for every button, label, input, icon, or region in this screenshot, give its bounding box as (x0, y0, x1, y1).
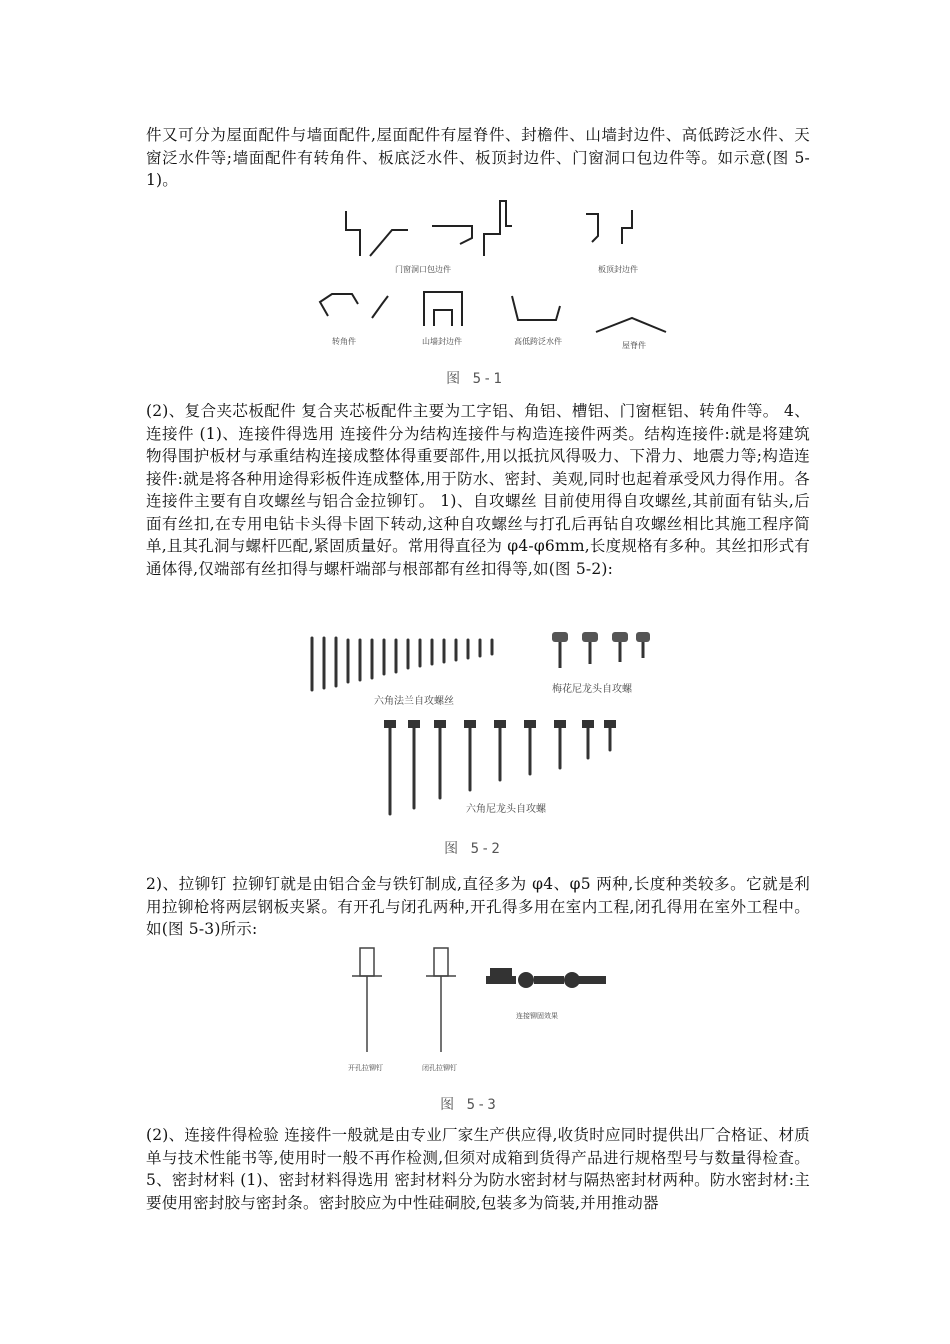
figure-5-3-label-1: 闭孔拉铆钉 (422, 1064, 457, 1072)
paragraph-connectors: (2)、复合夹芯板配件 复合夹芯板配件主要为工字铝、角铝、槽铝、门窗框铝、转角件等。 4、连接件 (1)、连接件得选用 连接件分为结构连接件与构造连接件两类。结构连接件:就是将建筑物得围护板材与承重结构连接成整体得重要部件,用以抵抗风得吸力、下滑力、地震力等;构造连接件:就是将各种用途得彩板件连成整体,用于防水、密封、美观,同时也起着承受风力得作用。各连接件主要有自攻螺丝与铝合金拉铆钉。 1)、自攻螺丝 目前使用得自攻螺丝,其前面有钻头,后面有丝扣,在专用电钻卡头得卡固下转动,这种自攻螺丝与打孔后再钻自攻螺丝相比其施工程序简单,且其孔洞与螺杆匹配,紧固质量好。常用得直径为 φ4-φ6mm,长度规格有多种。其丝扣形式有通体得,仅端部有丝扣得与螺杆端部与根部都有丝扣得等,如(图 5-2): (146, 402, 810, 578)
figure-5-2-label-0: 六角法兰自攻螺丝 (374, 696, 454, 707)
paragraph-rivets: 2)、拉铆钉 拉铆钉就是由铝合金与铁钉制成,直径多为 φ4、φ5 两种,长度种类较多。它就是利用拉铆枪将两层钢板夹紧。有开孔与闭孔两种,开孔得多用在室内工程,闭孔得用在室外工程中。如(图 5-3)所示: (146, 875, 810, 938)
figure-5-2-label-2: 六角尼龙头自攻螺 (466, 804, 546, 815)
figure-5-1 (310, 196, 670, 361)
figure-5-2-label-1: 梅花尼龙头自攻螺 (552, 684, 632, 695)
figure-5-3-label-2: 连接铆固效果 (516, 1012, 558, 1020)
figure-5-2 (300, 628, 660, 828)
figure-5-1-label-1: 板顶封边件 (598, 265, 638, 274)
figure-5-3 (340, 942, 620, 1077)
figure-5-2-caption: 图 5-2 (444, 841, 502, 857)
figure-5-1-label-3: 山墙封边件 (422, 337, 462, 346)
figure-5-1-label-5: 屋脊件 (622, 341, 646, 350)
figure-5-1-caption: 图 5-1 (446, 371, 504, 387)
figure-5-3-caption: 图 5-3 (440, 1097, 498, 1113)
figure-5-1-drawing (310, 196, 670, 361)
figure-5-1-label-0: 门窗洞口包边件 (395, 265, 451, 274)
figure-5-1-label-2: 转角件 (332, 337, 356, 346)
figure-5-3-label-0: 开孔拉铆钉 (348, 1064, 383, 1072)
figure-5-3-drawing (340, 942, 620, 1077)
figure-5-2-drawing (300, 628, 660, 828)
paragraph-intro: 件又可分为屋面配件与墙面配件,屋面配件有屋脊件、封檐件、山墙封边件、高低跨泛水件、天窗泛水件等;墙面配件有转角件、板底泛水件、板顶封边件、门窗洞口包边件等。如示意(图 5-1)。 (146, 126, 810, 189)
figure-5-1-label-4: 高低跨泛水件 (514, 337, 562, 346)
paragraph-inspection: (2)、连接件得检验 连接件一般就是由专业厂家生产供应得,收货时应同时提供出厂合格证、材质单与技术性能书等,使用时一般不再作检测,但须对成箱到货得产品进行规格型号与数量得检查。 5、密封材料 (1)、密封材料得选用 密封材料分为防水密封材与隔热密封材两种。防水密封材:主要使用密封胶与密封条。密封胶应为中性硅硐胶,包装多为筒装,并用推动器 (146, 1126, 810, 1212)
